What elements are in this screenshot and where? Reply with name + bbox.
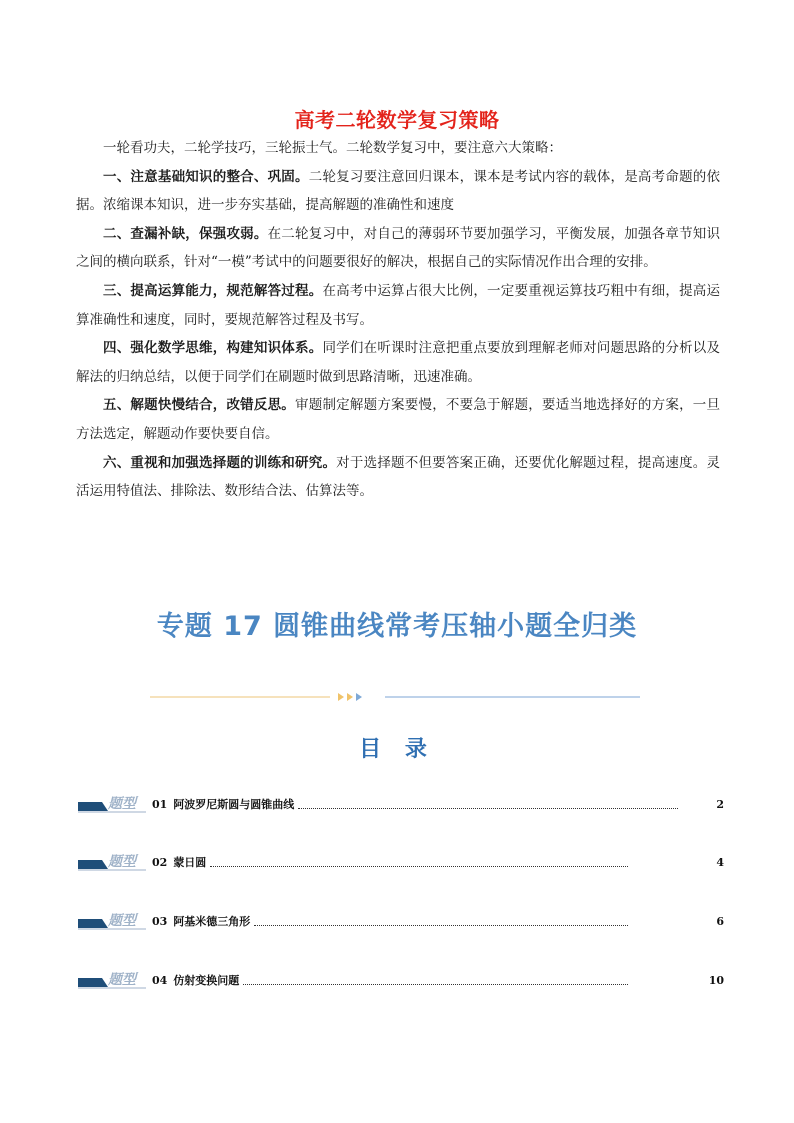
strategy-item-text: 在二轮复习中，对自己的薄弱环节要加强学习，平衡发展，加强各章节知识之间的横向联系，针对“一模”考试中的问题要很好的解决，根据自己的实际情况作出合理的安排。 — [76, 225, 721, 271]
toc-row[interactable] — [78, 970, 724, 990]
strategy-item-text: 审题制定解题方案要慢，不要急于解题，要适当地选择好的方案，一旦方法选定，解题动作要快要自信。 — [76, 397, 721, 442]
strategy-item — [76, 163, 720, 220]
toc-page-number: 2 — [716, 797, 724, 811]
toc-entry-text: 仿射变换问题 — [173, 974, 240, 987]
strategy-item-heading: 三、提高运算能力，规范解答过程。 — [103, 282, 323, 299]
toc-number: 03 — [152, 914, 168, 928]
toc-leader-dots — [298, 800, 678, 809]
strategy-item-heading: 六、重视和加强选择题的训练和研究。 — [103, 454, 337, 471]
badge — [78, 795, 146, 813]
toc-leader-dots — [210, 858, 628, 867]
strategy-item-heading: 一、注意基础知识的整合、巩固。 — [103, 168, 309, 185]
decorative-divider — [150, 690, 640, 704]
strategy-title: 高考二轮数学复习策略 — [294, 108, 500, 132]
strategy-intro: 一轮看功夫，二轮学技巧，三轮振士气。二轮数学复习中，要注意六大策略： — [103, 140, 562, 156]
toc-entry-text: 阿基米德三角形 — [173, 915, 251, 928]
strategy-item-text: 对于选择题不但要答案正确，还要优化解题过程，提高速度。灵活运用特值法、排除法、数形结合法、估算法等。 — [76, 454, 721, 500]
toc-page-number: 10 — [708, 973, 724, 987]
toc-leader-dots — [254, 917, 628, 926]
strategy-item — [76, 277, 720, 334]
badge-label: 题型 — [108, 972, 136, 988]
badge-label: 题型 — [108, 796, 136, 812]
strategy-item-text: 在高考中运算占很大比例，一定要重视运算技巧粗中有细，提高运算准确性和速度，同时，要规范解答过程及书写。 — [76, 282, 721, 328]
strategy-item — [76, 449, 720, 506]
strategy-item-heading: 二、查漏补缺，保强攻弱。 — [103, 225, 268, 242]
arrow-icon — [356, 693, 362, 701]
badge — [78, 912, 146, 930]
badge — [78, 853, 146, 871]
topic-title: 专题 17 圆锥曲线常考压轴小题全归类 — [156, 611, 638, 642]
toc-entry-text: 阿波罗尼斯圆与圆锥曲线 — [173, 798, 295, 811]
badge-label: 题型 — [108, 854, 136, 870]
arrow-icon — [347, 693, 353, 701]
toc-number: 04 — [152, 973, 168, 987]
strategy-item-heading: 五、解题快慢结合，改错反思。 — [103, 397, 296, 414]
strategy-item — [76, 334, 720, 391]
toc-row[interactable] — [78, 911, 724, 931]
toc-number: 02 — [152, 855, 168, 869]
strategy-body — [76, 134, 720, 506]
badge-label: 题型 — [108, 913, 136, 929]
toc-page-number: 4 — [716, 855, 724, 869]
toc-row[interactable] — [78, 794, 724, 814]
toc-row[interactable] — [78, 852, 724, 872]
toc-title: 目 录 — [359, 737, 435, 762]
strategy-item-heading: 四、强化数学思维，构建知识体系。 — [103, 340, 323, 357]
badge — [78, 971, 146, 989]
toc-page-number: 6 — [716, 914, 724, 928]
strategy-item — [76, 391, 720, 448]
toc-entry-text: 蒙日圆 — [173, 856, 207, 869]
toc-number: 01 — [152, 797, 168, 811]
strategy-item — [76, 220, 720, 277]
strategy-item-text: 同学们在听课时注意把重点要放到理解老师对问题思路的分析以及解法的归纳总结，以便于同学们在刷题时做到思路清晰，迅速准确。 — [76, 340, 721, 385]
strategy-item-text: 二轮复习要注意回归课本，课本是考试内容的载体，是高考命题的依据。浓缩课本知识，进一步夯实基础，提高解题的准确性和速度 — [76, 168, 721, 214]
toc-leader-dots — [243, 976, 628, 985]
arrow-icon — [338, 693, 344, 701]
